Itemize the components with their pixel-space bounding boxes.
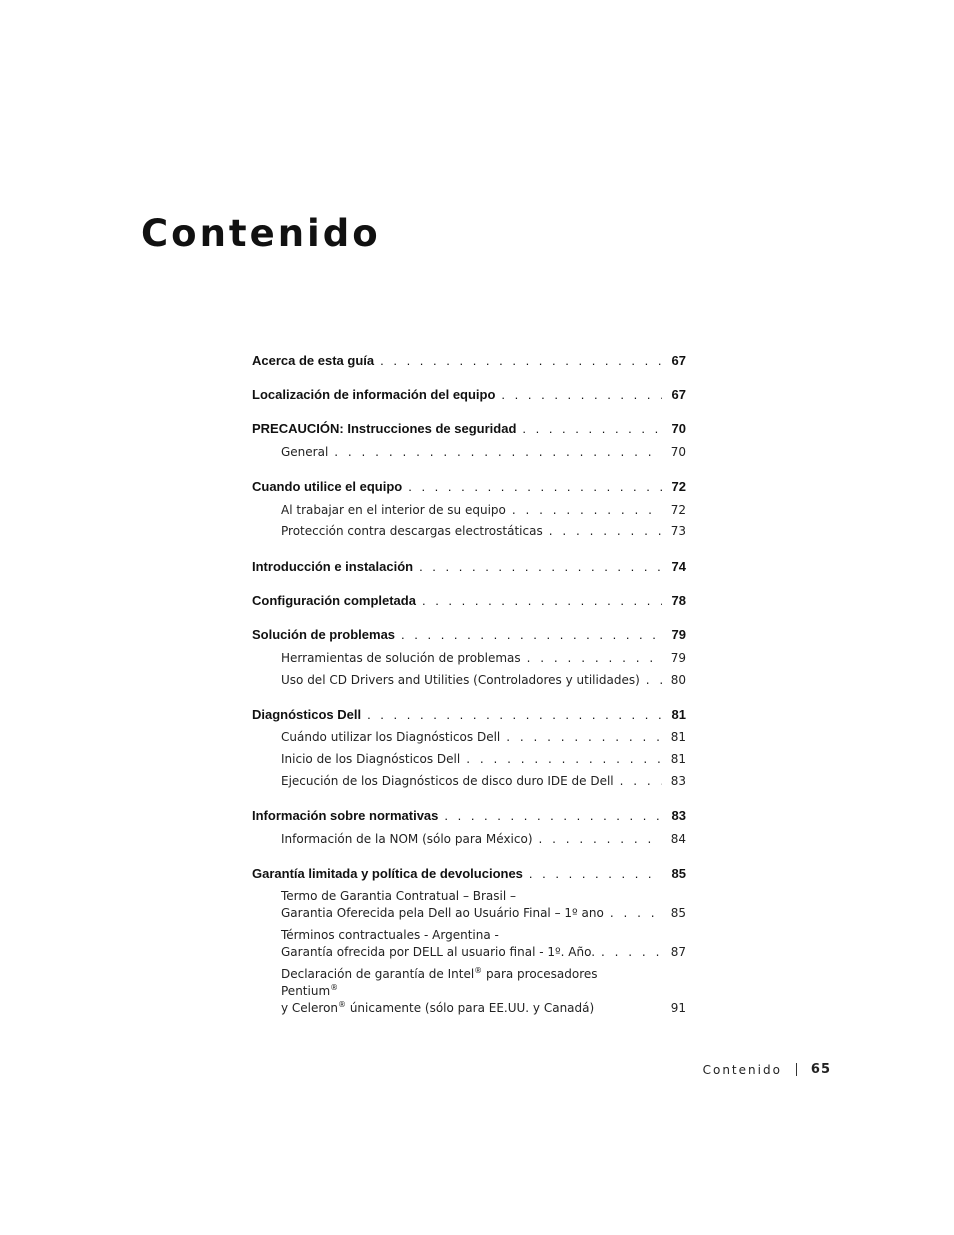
dot-leader <box>401 626 662 643</box>
toc-subentry-line1: Termo de Garantia Contratual – Brasil – <box>281 889 517 903</box>
toc-entry-label: Introducción e instalación <box>252 559 414 574</box>
footer-section-label: Contenido <box>702 1062 782 1077</box>
toc-subentry-label: Información de la NOM (sólo para México) <box>281 832 533 846</box>
toc-subentry-page: 84 <box>670 832 686 846</box>
toc-subentry[interactable] <box>281 444 686 461</box>
toc-subentry-label: Cuándo utilizar los Diagnósticos Dell <box>281 730 501 744</box>
dot-leader <box>620 773 662 790</box>
toc-subentry[interactable] <box>281 502 686 519</box>
toc-subentry-label: Ejecución de los Diagnósticos de disco duro IDE de Dell <box>281 774 614 788</box>
toc-entry[interactable] <box>252 706 686 723</box>
toc-subentry-line1a: Declaración de garantía de Intel <box>281 967 475 981</box>
toc-entry[interactable] <box>252 352 686 369</box>
toc-subentry[interactable] <box>281 672 686 689</box>
footer-divider <box>796 1063 797 1076</box>
dot-leader <box>506 729 662 746</box>
toc-entry-label: Cuando utilice el equipo <box>252 479 403 494</box>
toc-entry-page: 72 <box>671 479 686 494</box>
dot-leader <box>512 502 662 519</box>
toc-subentry-page: 70 <box>670 445 686 459</box>
toc-entry-page: 83 <box>671 808 686 823</box>
toc-entry-label: Diagnósticos Dell <box>252 707 362 722</box>
toc-subentry-label: Uso del CD Drivers and Utilities (Controladores y utilidades) <box>281 673 640 687</box>
toc-entry-page: 70 <box>671 421 686 436</box>
toc-subentry-line2: Garantia Oferecida pela Dell ao Usuário Final – 1º ano <box>281 906 604 920</box>
toc-subentry-page: 87 <box>670 945 686 959</box>
toc-entry[interactable] <box>252 592 686 609</box>
toc-subentry-page: 85 <box>670 906 686 920</box>
toc-subentry[interactable] <box>281 729 686 746</box>
toc-subentry-label: Inicio de los Diagnósticos Dell <box>281 752 461 766</box>
toc-entry[interactable] <box>252 478 686 495</box>
toc-entry-label: Localización de información del equipo <box>252 387 496 402</box>
dot-leader <box>610 905 662 922</box>
dot-leader <box>527 650 662 667</box>
toc-entry[interactable] <box>252 386 686 403</box>
registered-mark: ® <box>330 983 339 992</box>
registered-mark: ® <box>474 966 483 975</box>
toc-subentry-line1: Términos contractuales - Argentina - <box>281 928 499 942</box>
toc-subentry-line1b: para procesadores Pentium <box>281 967 598 998</box>
toc-subentry-page: 72 <box>670 503 686 517</box>
toc-entry[interactable] <box>252 420 686 437</box>
toc-entry-label: Acerca de esta guía <box>252 353 375 368</box>
toc-entry-label: Solución de problemas <box>252 627 396 642</box>
toc-subentry[interactable] <box>281 831 686 848</box>
dot-leader <box>380 352 662 369</box>
toc-entry-label: Información sobre normativas <box>252 808 439 823</box>
dot-leader <box>466 751 662 768</box>
dot-leader <box>522 420 662 437</box>
dot-leader <box>601 944 662 961</box>
toc-subentry-page: 83 <box>670 774 686 788</box>
toc-entry[interactable] <box>252 865 686 882</box>
toc-subentry-page: 91 <box>670 1001 686 1015</box>
toc-subentry-page: 73 <box>670 524 686 538</box>
toc-subentry[interactable] <box>281 751 686 768</box>
toc-subentry[interactable] <box>281 523 686 540</box>
toc-subentry-label: Protección contra descargas electrostáticas <box>281 524 543 538</box>
table-of-contents <box>252 352 686 1017</box>
page-footer <box>703 1062 831 1077</box>
toc-subentry-line2b: únicamente (sólo para EE.UU. y Canadá) <box>346 1001 595 1015</box>
dot-leader <box>646 672 662 689</box>
toc-entry-page: 85 <box>671 866 686 881</box>
dot-leader <box>422 592 662 609</box>
toc-entry[interactable] <box>252 558 686 575</box>
toc-subentry-page: 80 <box>670 673 686 687</box>
dot-leader <box>539 831 663 848</box>
toc-entry[interactable] <box>252 807 686 824</box>
toc-subentry-label: General <box>281 445 329 459</box>
toc-subentry-page: 81 <box>670 752 686 766</box>
dot-leader <box>367 706 662 723</box>
dot-leader <box>408 478 662 495</box>
toc-subentry[interactable] <box>281 966 686 1017</box>
dot-leader <box>444 807 662 824</box>
dot-leader <box>529 865 662 882</box>
toc-subentry-label: Al trabajar en el interior de su equipo <box>281 503 506 517</box>
page-title: Contenido <box>141 212 381 255</box>
dot-leader <box>334 444 662 461</box>
toc-subentry-page: 81 <box>670 730 686 744</box>
toc-entry-page: 79 <box>671 627 686 642</box>
toc-entry-page: 81 <box>671 707 686 722</box>
toc-subentry[interactable] <box>281 773 686 790</box>
toc-entry-page: 78 <box>671 593 686 608</box>
toc-entry-label: Configuración completada <box>252 593 416 608</box>
toc-subentry[interactable] <box>281 650 686 667</box>
toc-subentry-line2a: y Celeron <box>281 1001 339 1015</box>
toc-entry-page: 74 <box>671 559 686 574</box>
registered-mark: ® <box>338 1000 347 1009</box>
toc-entry-label: Garantía limitada y política de devoluciones <box>252 866 523 881</box>
toc-subentry-line2: Garantía ofrecida por DELL al usuario final - 1º. Año. <box>281 945 596 959</box>
dot-leader <box>419 558 662 575</box>
dot-leader <box>501 386 662 403</box>
toc-subentry[interactable] <box>281 927 686 961</box>
toc-entry-label: PRECAUCIÓN: Instrucciones de seguridad <box>252 421 517 436</box>
dot-leader <box>549 523 662 540</box>
toc-entry-page: 67 <box>671 387 686 402</box>
toc-entry-page: 67 <box>671 353 686 368</box>
page-number: 65 <box>810 1062 831 1077</box>
toc-entry[interactable] <box>252 626 686 643</box>
toc-subentry-label: Herramientas de solución de problemas <box>281 651 521 665</box>
toc-subentry[interactable] <box>281 888 686 922</box>
toc-subentry-page: 79 <box>670 651 686 665</box>
